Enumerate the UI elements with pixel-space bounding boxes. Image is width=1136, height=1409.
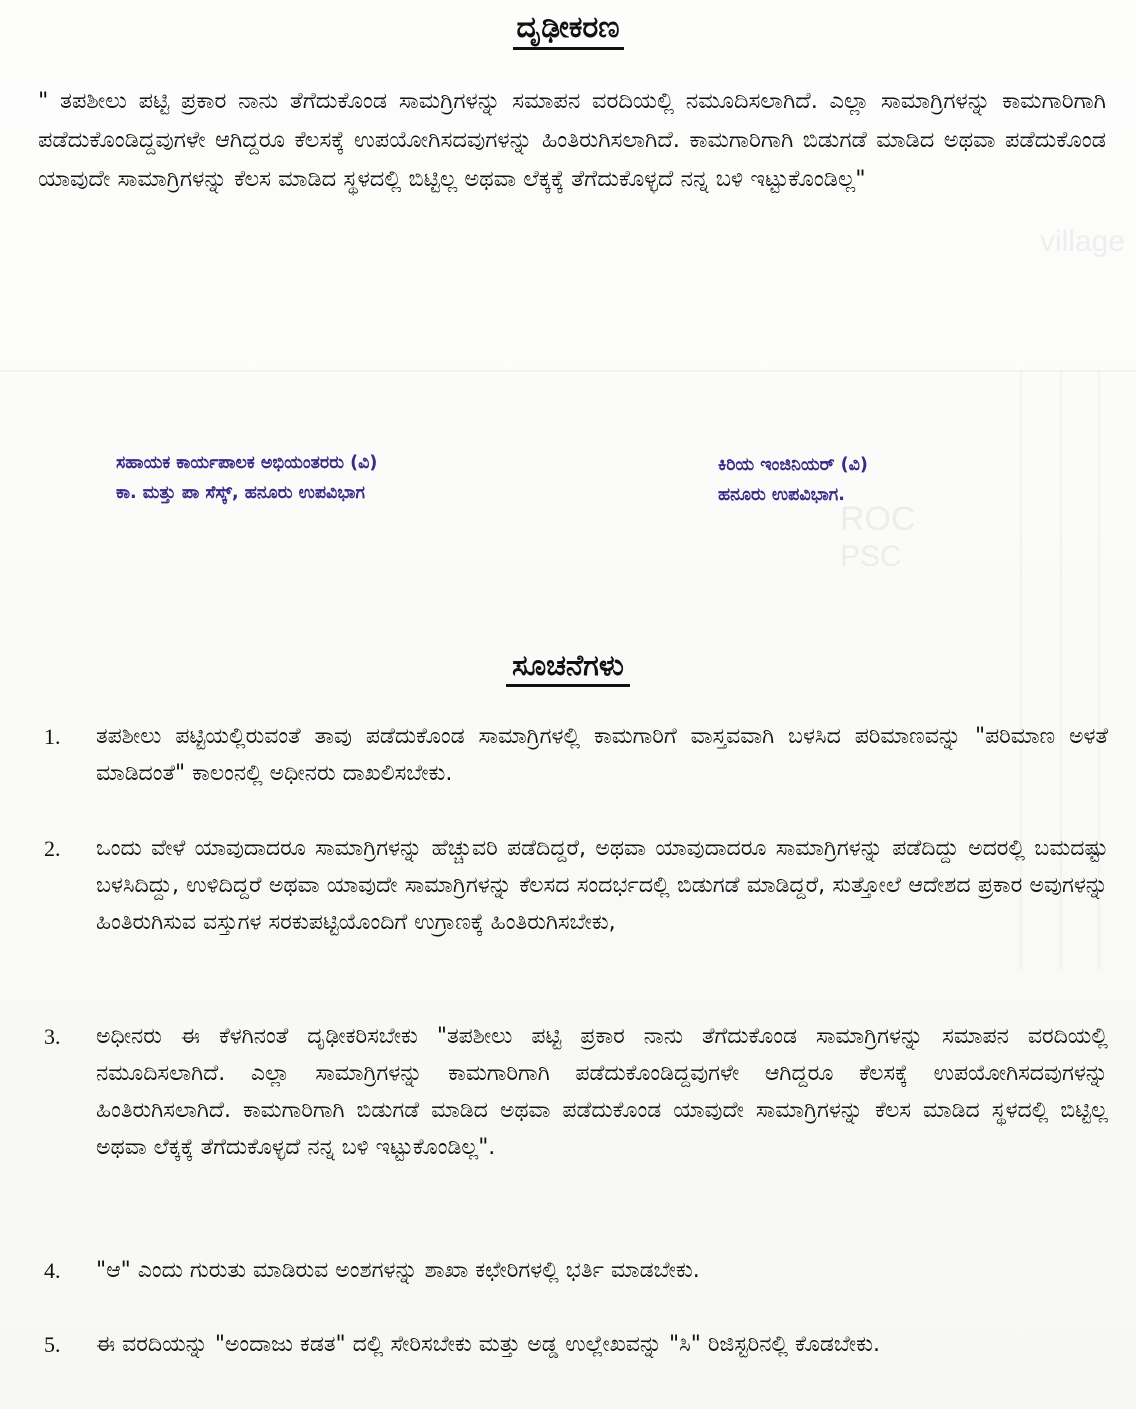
assistant-engineer-designation: ಸಹಾಯಕ ಕಾರ್ಯಪಾಲಕ ಅಭಿಯಂತರರು (ವಿ) [116,453,378,473]
notes-heading-text: ಸೂಚನೆಗಳು [506,648,630,687]
note-text: ಒಂದು ವೇಳೆ ಯಾವುದಾದರೂ ಸಾಮಾಗ್ರಿಗಳನ್ನು ಹೆಚ್ಚುವರಿ ಪಡೆದಿದ್ದರೆ, ಅಥವಾ ಯಾವುದಾದರೂ ಸಾಮಾಗ್ರಿಗಳನ್ನು ಪಡೆದಿದ್ದು ಅದರಲ್ಲಿ ಬಮದಷ್ಟು ಬಳಸಿದಿದ್ದು, ಉಳಿದಿದ್ದರೆ ಅಥವಾ ಯಾವುದೇ ಸಾಮಾಗ್ರಿಗಳನ್ನು ಕೆಲಸದ ಸಂದರ್ಭದಲ್ಲಿ ಬಿಡುಗಡೆ ಮಾಡಿದ್ದರೆ, ಸುತ್ತೋಲೆ ಆದೇಶದ ಪ್ರಕಾರ ಅವುಗಳನ್ನು ಹಿಂತಿರುಗಿಸುವ ವಸ್ತುಗಳ ಸರಕುಪಟ್ಟಿಯೊಂದಿಗೆ ಉಗ್ರಾಣಕ್ಕೆ ಹಿಂತಿರುಗಿಸಬೇಕು, [96,836,1108,935]
bleed-through-text: village [1040,225,1126,258]
note-text: ಈ ವರದಿಯನ್ನು "ಅಂದಾಜು ಕಡತ" ದಲ್ಲಿ ಸೇರಿಸಬೇಕು ಮತ್ತು ಅಡ್ಡ ಉಲ್ಲೇಖವನ್ನು "ಸಿ" ರಿಜಿಸ್ಟರಿನಲ್ಲಿ ಕೊಡಬೇಕು. [96,1332,881,1357]
note-item [44,1326,1108,1406]
junior-engineer-office: ಹನೂರು ಉಪವಿಭಾಗ. [718,485,845,505]
note-item [44,1018,1108,1218]
note-item [44,830,1108,990]
note-item [44,1252,1108,1292]
notes-heading [0,648,1136,683]
signature-block-left [116,448,377,508]
note-number: 1. [44,724,61,749]
note-number: 4. [44,1258,61,1283]
assistant-engineer-office: ಕಾ. ಮತ್ತು ಪಾ ಸೆಸ್ಕ್, ಹನೂರು ಉಪವಿಭಾಗ [116,483,365,503]
bleed-through-text: ROC [840,500,916,538]
note-text: ಅಧೀನರು ಈ ಕೆಳಗಿನಂತೆ ದೃಢೀಕರಿಸಬೇಕು "ತಪಶೀಲು ಪಟ್ಟಿ ಪ್ರಕಾರ ನಾನು ತೆಗೆದುಕೊಂಡ ಸಾಮಾಗ್ರಿಗಳನ್ನು ಸಮಾಪನ ವರದಿಯಲ್ಲಿ ನಮೂದಿಸಲಾಗಿದೆ. ಎಲ್ಲಾ ಸಾಮಾಗ್ರಿಗಳನ್ನು ಕಾಮಗಾರಿಗಾಗಿ ಪಡೆದುಕೊಂಡಿದ್ದವುಗಳೇ ಆಗಿದ್ದರೂ ಕೆಲಸಕ್ಕೆ ಉಪಯೋಗಿಸದವುಗಳನ್ನು ಹಿಂತಿರುಗಿಸಲಾಗಿದೆ. ಕಾಮಗಾರಿಗಾಗಿ ಬಿಡುಗಡೆ ಮಾಡಿದ ಅಥವಾ ಪಡೆದುಕೊಂಡ ಯಾವುದೇ ಸಾಮಾಗ್ರಿಗಳನ್ನು ಕೆಲಸ ಮಾಡಿದ ಸ್ಥಳದಲ್ಲಿ ಬಿಟ್ಟಿಲ್ಲ ಅಥವಾ ಲೆಕ್ಕಕ್ಕೆ ತೆಗೆದುಕೊಳ್ಳದೆ ನನ್ನ ಬಳಿ ಇಟ್ಟುಕೊಂಡಿಲ್ಲ". [96,1024,1108,1160]
note-text: ತಪಶೀಲು ಪಟ್ಟಿಯಲ್ಲಿರುವಂತೆ ತಾವು ಪಡೆದುಕೊಂಡ ಸಾಮಾಗ್ರಿಗಳಲ್ಲಿ ಕಾಮಗಾರಿಗೆ ವಾಸ್ತವವಾಗಿ ಬಳಸಿದ ಪರಿಮಾಣವನ್ನು "ಪರಿಮಾಣ ಅಳತೆ ಮಾಡಿದಂತೆ" ಕಾಲಂನಲ್ಲಿ ಅಧೀನರು ದಾಖಲಿಸಬೇಕು. [96,724,1108,786]
note-text: "ಆ" ಎಂದು ಗುರುತು ಮಾಡಿರುವ ಅಂಶಗಳನ್ನು ಶಾಖಾ ಕಛೇರಿಗಳಲ್ಲಿ ಭರ್ತಿ ಮಾಡಬೇಕು. [96,1258,700,1283]
signature-block-right [718,450,868,510]
note-number: 5. [44,1332,61,1357]
note-number: 2. [44,836,61,861]
junior-engineer-designation: ಕಿರಿಯ ಇಂಜಿನಿಯರ್ (ವಿ) [718,455,868,475]
note-number: 3. [44,1024,61,1049]
document-title [0,10,1136,45]
certification-paragraph: " ತಪಶೀಲು ಪಟ್ಟಿ ಪ್ರಕಾರ ನಾನು ತೆಗೆದುಕೊಂಡ ಸಾಮಗ್ರಿಗಳನ್ನು ಸಮಾಪನ ವರದಿಯಲ್ಲಿ ನಮೂದಿಸಲಾಗಿದೆ. ಎಲ್ಲಾ ಸಾಮಾಗ್ರಿಗಳನ್ನು ಕಾಮಗಾರಿಗಾಗಿ ಪಡೆದುಕೊಂಡಿದ್ದವುಗಳೇ ಆಗಿದ್ದರೂ ಕೆಲಸಕ್ಕೆ ಉಪಯೋಗಿಸದವುಗಳನ್ನು ಹಿಂತಿರುಗಿಸಲಾಗಿದೆ. ಕಾಮಗಾರಿಗಾಗಿ ಬಿಡುಗಡೆ ಮಾಡಿದ ಅಥವಾ ಪಡೆದುಕೊಂಡ ಯಾವುದೇ ಸಾಮಾಗ್ರಿಗಳನ್ನು ಕೆಲಸ ಮಾಡಿದ ಸ್ಥಳದಲ್ಲಿ ಬಿಟ್ಟಿಲ್ಲ ಅಥವಾ ಲೆಕ್ಕಕ್ಕೆ ತೆಗೆದುಕೊಳ್ಳದೆ ನನ್ನ ಬಳಿ ಇಟ್ಟುಕೊಂಡಿಲ್ಲ" [38,88,1106,192]
document-title-text: ದೃಢೀಕರಣ [513,10,624,50]
note-item [44,718,1108,798]
bleed-through-text: PSC [840,540,902,573]
